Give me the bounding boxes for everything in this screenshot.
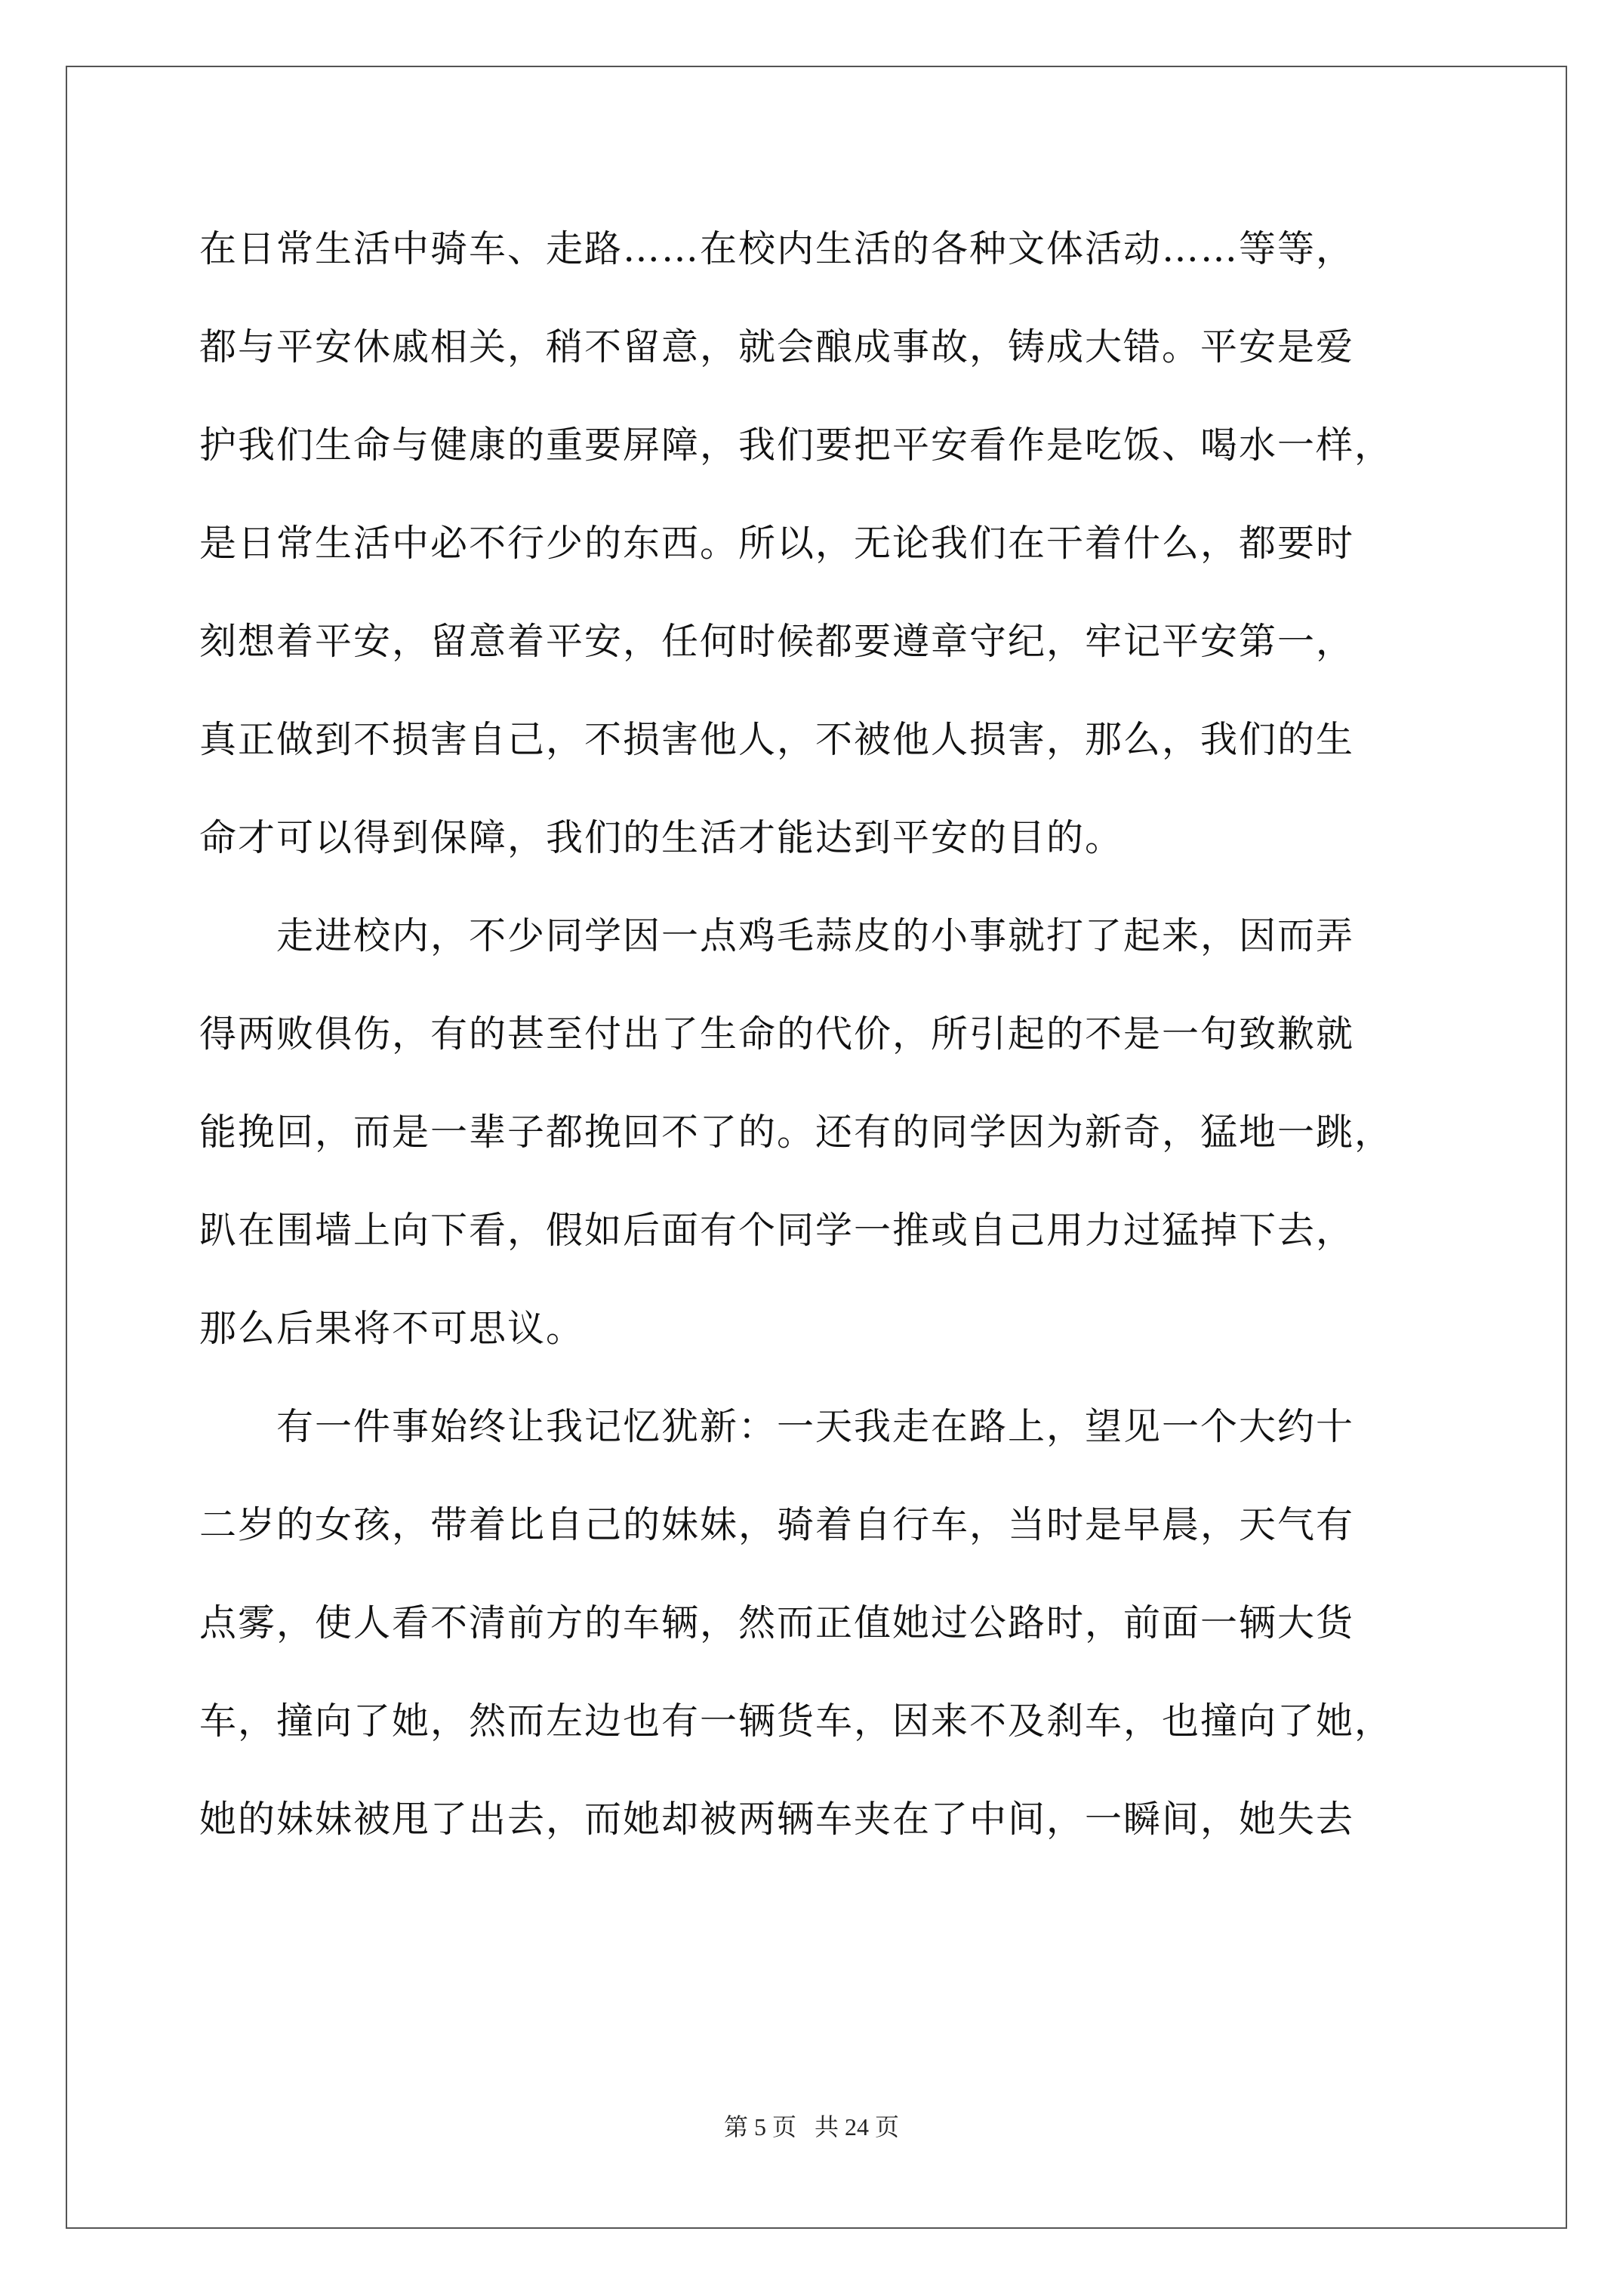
- text-line: 刻想着平安，留意着平安，任何时候都要遵章守纪，牢记平安第一，: [199, 620, 1355, 663]
- text-line: 能挽回，而是一辈子都挽回不了的。还有的同学因为新奇，猛地一跳，: [199, 1111, 1394, 1154]
- text-line: 那么后果将不可思议。: [199, 1307, 585, 1350]
- text-line: 命才可以得到保障，我们的生活才能达到平安的目的。: [199, 816, 1124, 859]
- text-line: 二岁的女孩，带着比自己的妹妹，骑着自行车，当时是早晨，天气有: [199, 1503, 1355, 1546]
- text-line: 在日常生活中骑车、走路……在校内生活的各种文体活动……等等，: [199, 227, 1355, 270]
- page-total: 共 24 页: [815, 2113, 900, 2140]
- text-line: 她的妹妹被甩了出去，而她却被两辆车夹在了中间，一瞬间，她失去: [199, 1798, 1355, 1841]
- text-line: 是日常生活中必不行少的东西。所以，无论我们在干着什么，都要时: [199, 522, 1355, 565]
- text-line: 得两败俱伤，有的甚至付出了生命的代价，所引起的不是一句致歉就: [199, 1012, 1355, 1056]
- paragraph-first-line: 走进校内，不少同学因一点鸡毛蒜皮的小事就打了起来，因而弄: [199, 914, 1355, 957]
- page-number: 第 5 页: [723, 2113, 796, 2140]
- page-footer: [0, 2108, 1623, 2143]
- text-line: 都与平安休戚相关，稍不留意，就会酿成事故，铸成大错。平安是爱: [199, 325, 1355, 368]
- text-line: 护我们生命与健康的重要屏障，我们要把平安看作是吃饭、喝水一样，: [199, 424, 1394, 467]
- text-line: 真正做到不损害自己，不损害他人，不被他人损害，那么，我们的生: [199, 718, 1355, 761]
- text-line: 车，撞向了她，然而左边也有一辆货车，因来不及刹车，也撞向了她，: [199, 1700, 1394, 1743]
- text-line: 点雾，使人看不清前方的车辆，然而正值她过公路时，前面一辆大货: [199, 1601, 1355, 1644]
- paragraph-first-line: 有一件事始终让我记忆犹新：一天我走在路上，望见一个大约十: [199, 1405, 1355, 1448]
- text-line: 趴在围墙上向下看，假如后面有个同学一推或自己用力过猛掉下去，: [199, 1209, 1355, 1252]
